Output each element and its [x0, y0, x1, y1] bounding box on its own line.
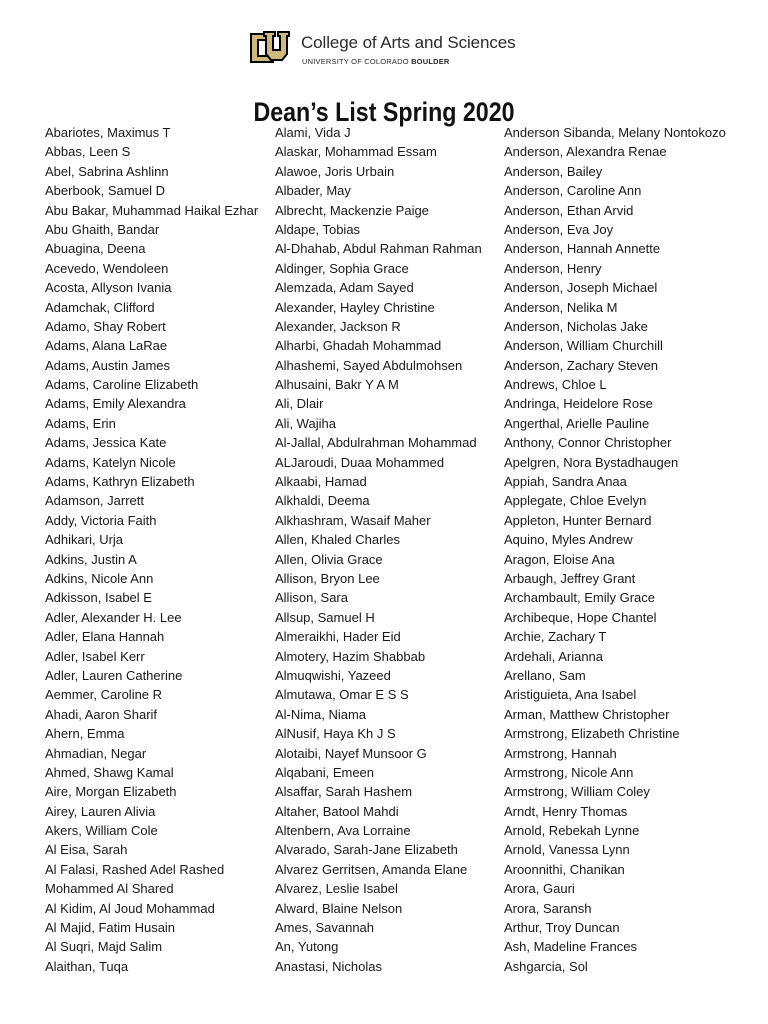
list-item: Anderson, Nicholas Jake — [504, 318, 648, 334]
list-item: Ahern, Emma — [45, 726, 125, 742]
list-item: Albader, May — [275, 183, 351, 199]
list-item: Acosta, Allyson Ivania — [45, 280, 172, 296]
list-item: Adamo, Shay Robert — [45, 318, 166, 334]
list-item: Anderson, Zachary Steven — [504, 357, 658, 373]
list-item: Archambault, Emily Grace — [504, 590, 655, 606]
list-item: ALJaroudi, Duaa Mohammed — [275, 454, 445, 470]
list-item: Aire, Morgan Elizabeth — [45, 784, 177, 800]
list-item: Adhikari, Urja — [45, 532, 124, 548]
names-column-3 — [504, 123, 726, 976]
list-item: Adkins, Nicole Ann — [45, 570, 154, 586]
list-item: Addy, Victoria Faith — [45, 512, 157, 528]
list-item: Abu Bakar, Muhammad Haikal Ezhar — [45, 202, 259, 218]
list-item: Arellano, Sam — [504, 667, 586, 683]
list-item: Airey, Lauren Alivia — [45, 803, 156, 819]
list-item: Aragon, Eloise Ana — [504, 551, 615, 567]
list-item: Ali, Wajiha — [275, 415, 336, 431]
list-item: Alami, Vida J — [275, 125, 351, 140]
list-item: Al Suqri, Majd Salim — [45, 939, 163, 955]
list-item: Aroonnithi, Chanikan — [504, 861, 625, 877]
list-item: Anderson Sibanda, Melany Nontokozo — [504, 125, 726, 140]
list-item: Adams, Kathryn Elizabeth — [45, 474, 195, 490]
list-item: Alaskar, Mohammad Essam — [275, 144, 437, 160]
list-item: Ahmed, Shawg Kamal — [45, 764, 174, 780]
list-item: Arnold, Rebekah Lynne — [504, 823, 640, 839]
list-item: Arman, Matthew Christopher — [504, 706, 670, 722]
list-item: Almutawa, Omar E S S — [275, 687, 409, 703]
list-item: Applegate, Chloe Evelyn — [504, 493, 647, 509]
list-item: Anthony, Connor Christopher — [504, 435, 672, 451]
list-item: Almeraikhi, Hader Eid — [275, 629, 401, 645]
list-item: Andringa, Heidelore Rose — [504, 396, 653, 412]
list-item: Altenbern, Ava Lorraine — [275, 823, 411, 839]
list-item: Ali, Dlair — [275, 396, 324, 412]
list-item: Al Falasi, Rashed Adel Rashed — [45, 861, 225, 877]
list-item: Alkaabi, Hamad — [275, 474, 367, 490]
list-item: Adkisson, Isabel E — [45, 590, 152, 606]
list-item: Adler, Alexander H. Lee — [45, 609, 182, 625]
list-item: Aristiguieta, Ana Isabel — [504, 687, 637, 703]
list-item: Appleton, Hunter Bernard — [504, 512, 652, 528]
list-item: Al-Dhahab, Abdul Rahman Rahman — [275, 241, 482, 257]
list-item: An, Yutong — [275, 939, 339, 955]
list-item: Apelgren, Nora Bystadhaugen — [504, 454, 679, 470]
list-item: Adams, Caroline Elizabeth — [45, 377, 199, 393]
list-item: Abbas, Leen S — [45, 144, 131, 160]
list-item: Adams, Alana LaRae — [45, 338, 168, 354]
list-item: Allison, Bryon Lee — [275, 570, 380, 586]
university-campus: BOULDER — [411, 57, 450, 66]
list-item: Arbaugh, Jeffrey Grant — [504, 570, 636, 586]
list-item: Allsup, Samuel H — [275, 609, 375, 625]
list-item: Adamson, Jarrett — [45, 493, 144, 509]
list-item: Armstrong, Nicole Ann — [504, 764, 634, 780]
list-item: Aemmer, Caroline R — [45, 687, 163, 703]
list-item: Adkins, Justin A — [45, 551, 137, 567]
list-item: Alaithan, Tuqa — [45, 958, 129, 974]
list-item: Armstrong, William Coley — [504, 784, 650, 800]
list-item: Al-Nima, Niama — [275, 706, 367, 722]
list-item: Abariotes, Maximus T — [45, 125, 171, 140]
list-item: Appiah, Sandra Anaa — [504, 474, 627, 490]
university-prefix: UNIVERSITY OF COLORADO — [302, 57, 412, 66]
list-item: Almuqwishi, Yazeed — [275, 667, 391, 683]
list-item: Anastasi, Nicholas — [275, 958, 382, 974]
cu-logo-icon — [247, 26, 291, 70]
list-item: Arnold, Vanessa Lynn — [504, 842, 630, 858]
list-item: Ash, Madeline Frances — [504, 939, 637, 955]
list-item: Allen, Olivia Grace — [275, 551, 383, 567]
list-item: Abu Ghaith, Bandar — [45, 221, 160, 237]
list-item: Aldape, Tobias — [275, 221, 361, 237]
list-item: Alhashemi, Sayed Abdulmohsen — [275, 357, 463, 373]
list-item: Alharbi, Ghadah Mohammad — [275, 338, 442, 354]
list-item: Adler, Isabel Kerr — [45, 648, 145, 664]
list-item: Mohammed Al Shared — [45, 881, 174, 897]
list-item: AlNusif, Haya Kh J S — [275, 726, 396, 742]
list-item: Angerthal, Arielle Pauline — [504, 415, 650, 431]
list-item: Allen, Khaled Charles — [275, 532, 401, 548]
list-item: Archibeque, Hope Chantel — [504, 609, 657, 625]
list-item: Adams, Erin — [45, 415, 116, 431]
list-item: Al Majid, Fatim Husain — [45, 920, 176, 936]
list-item: Anderson, Nelika M — [504, 299, 618, 315]
list-item: Andrews, Chloe L — [504, 377, 607, 393]
list-item: Alqabani, Emeen — [275, 764, 375, 780]
list-item: Anderson, Joseph Michael — [504, 280, 658, 296]
list-item: Armstrong, Hannah — [504, 745, 617, 761]
list-item: Akers, William Cole — [45, 823, 158, 839]
list-item: Anderson, William Churchill — [504, 338, 663, 354]
list-item: Alawoe, Joris Urbain — [275, 163, 395, 179]
university-name — [302, 57, 450, 66]
list-item: Ahmadian, Negar — [45, 745, 147, 761]
list-item: Adler, Elana Hannah — [45, 629, 165, 645]
list-item: Altaher, Batool Mahdi — [275, 803, 399, 819]
list-item: Arora, Gauri — [504, 881, 575, 897]
list-item: Ahadi, Aaron Sharif — [45, 706, 158, 722]
page-title: Dean’s List Spring 2020 — [253, 97, 515, 128]
list-item: Abuagina, Deena — [45, 241, 146, 257]
list-item: Alkhashram, Wasaif Maher — [275, 512, 431, 528]
list-item: Alkhaldi, Deema — [275, 493, 370, 509]
list-item: Anderson, Ethan Arvid — [504, 202, 634, 218]
list-item: Anderson, Caroline Ann — [504, 183, 642, 199]
list-item: Ardehali, Arianna — [504, 648, 604, 664]
list-item: Alward, Blaine Nelson — [275, 900, 403, 916]
list-item: Ames, Savannah — [275, 920, 375, 936]
list-item: Aldinger, Sophia Grace — [275, 260, 409, 276]
page-header — [0, 24, 768, 74]
list-item: Almotery, Hazim Shabbab — [275, 648, 426, 664]
list-item: Adler, Lauren Catherine — [45, 667, 183, 683]
list-item: Archie, Zachary T — [504, 629, 607, 645]
list-item: Anderson, Eva Joy — [504, 221, 614, 237]
names-column-1 — [45, 123, 258, 976]
list-item: Ashgarcia, Sol — [504, 958, 588, 974]
list-item: Adams, Jessica Kate — [45, 435, 167, 451]
list-item: Adams, Katelyn Nicole — [45, 454, 176, 470]
list-item: Abel, Sabrina Ashlinn — [45, 163, 169, 179]
names-column-2 — [275, 123, 482, 976]
college-name: College of Arts and Sciences — [301, 33, 516, 52]
list-item: Aquino, Myles Andrew — [504, 532, 633, 548]
list-item: Alhusaini, Bakr Y A M — [275, 377, 399, 393]
list-item: Alvarado, Sarah-Jane Elizabeth — [275, 842, 458, 858]
list-item: Adams, Emily Alexandra — [45, 396, 186, 412]
list-item: Allison, Sara — [275, 590, 348, 606]
list-item: Albrecht, Mackenzie Paige — [275, 202, 429, 218]
list-item: Anderson, Alexandra Renae — [504, 144, 667, 160]
list-item: Arora, Saransh — [504, 900, 592, 916]
list-item: Adamchak, Clifford — [45, 299, 155, 315]
list-item: Anderson, Henry — [504, 260, 602, 276]
list-item: Alexander, Hayley Christine — [275, 299, 435, 315]
list-item: Alexander, Jackson R — [275, 318, 401, 334]
list-item: Alvarez Gerritsen, Amanda Elane — [275, 861, 468, 877]
list-item: Arndt, Henry Thomas — [504, 803, 628, 819]
list-item: Anderson, Hannah Annette — [504, 241, 661, 257]
list-item: Al-Jallal, Abdulrahman Mohammad — [275, 435, 477, 451]
list-item: Arthur, Troy Duncan — [504, 920, 620, 936]
list-item: Alvarez, Leslie Isabel — [275, 881, 398, 897]
list-item: Aberbook, Samuel D — [45, 183, 165, 199]
list-item: Armstrong, Elizabeth Christine — [504, 726, 680, 742]
list-item: Alemzada, Adam Sayed — [275, 280, 414, 296]
list-item: Anderson, Bailey — [504, 163, 603, 179]
list-item: Al Eisa, Sarah — [45, 842, 128, 858]
list-item: Al Kidim, Al Joud Mohammad — [45, 900, 215, 916]
list-item: Alotaibi, Nayef Munsoor G — [275, 745, 427, 761]
list-item: Adams, Austin James — [45, 357, 170, 373]
list-item: Acevedo, Wendoleen — [45, 260, 169, 276]
list-item: Alsaffar, Sarah Hashem — [275, 784, 413, 800]
